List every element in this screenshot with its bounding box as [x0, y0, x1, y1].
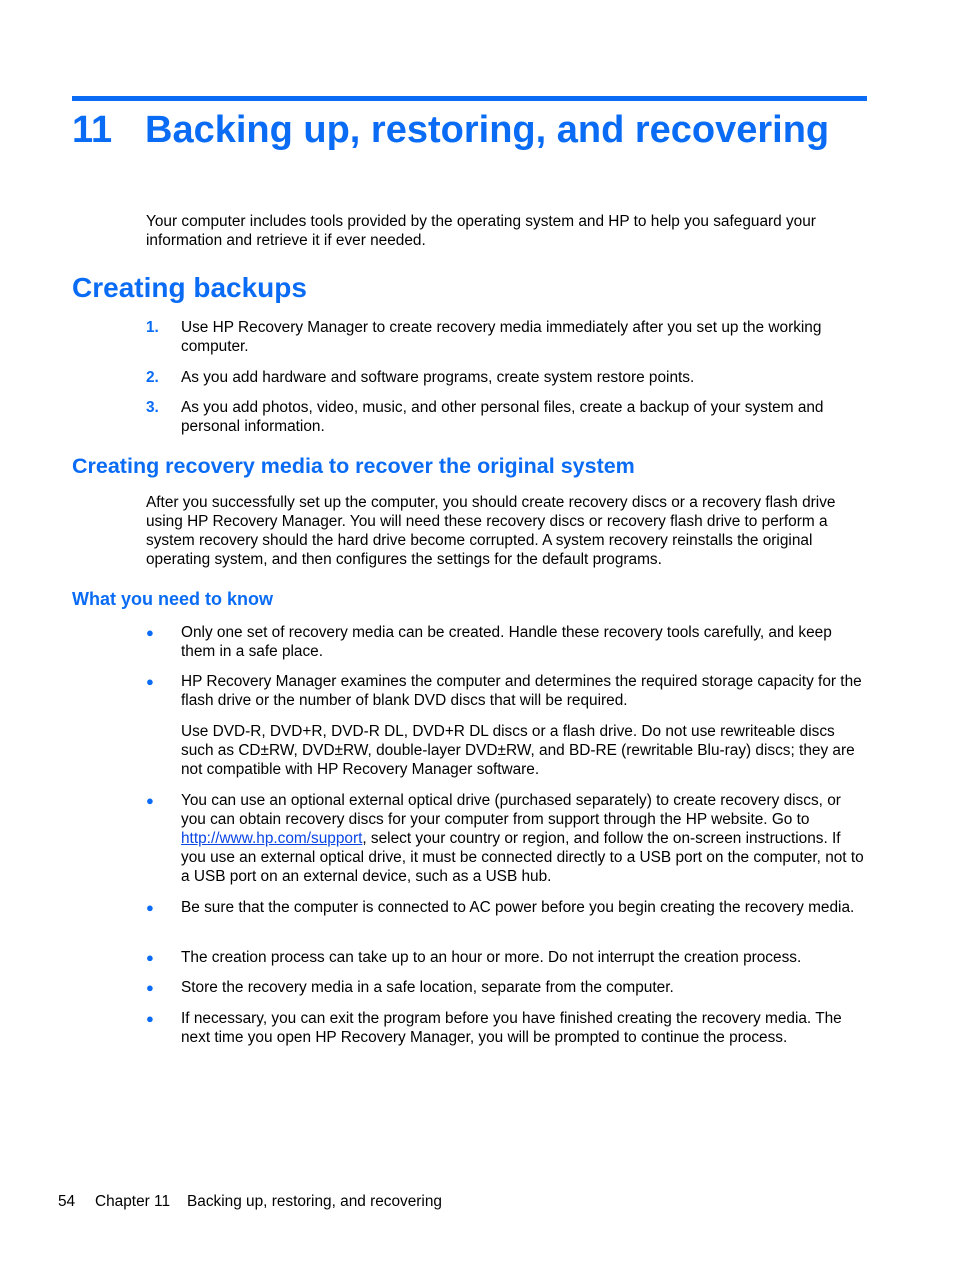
bullet-text: HP Recovery Manager examines the computer and determines the required storage capacity for the flash drive or the number of blank DVD discs that will be required.: [181, 673, 862, 709]
bullet-text: If necessary, you can exit the program before you have finished creating the recovery media. The next time you open HP Recovery Manager, you will be prompted to continue the process.: [181, 1010, 842, 1046]
chapter-number: 11: [72, 109, 113, 151]
bullet-icon: ●: [146, 1011, 154, 1026]
bullet-icon: ●: [146, 980, 154, 995]
bullet-item-5: [146, 978, 868, 997]
step-number: 3.: [146, 399, 159, 416]
optical-text-after: , select your country or region, and follow the on-screen instructions. If you use an external optical drive, it must be connected directly to a USB port on the computer, not to a USB port on an external device, such as a USB hub.: [181, 830, 864, 885]
bullet-item-2: [146, 672, 868, 710]
step-text: As you add photos, video, music, and other personal files, create a backup of your system and personal information.: [181, 399, 824, 435]
bullet-item-3: [146, 898, 868, 917]
footer-chapter-title: Backing up, restoring, and recovering: [187, 1193, 442, 1210]
bullet-icon: ●: [146, 674, 154, 689]
step-item-2: [146, 368, 868, 387]
dvd-note: [146, 722, 868, 779]
recovery-media-heading: Creating recovery media to recover the original system: [72, 454, 635, 478]
step-text: As you add hardware and software programs, create system restore points.: [181, 369, 695, 386]
chapter-rule: [72, 96, 867, 101]
step-item-1: [146, 318, 868, 356]
hp-support-link[interactable]: http://www.hp.com/support: [181, 830, 363, 847]
step-text: Use HP Recovery Manager to create recovery media immediately after you set up the working computer.: [181, 319, 822, 355]
bullet-text: Be sure that the computer is connected to AC power before you begin creating the recovery media.: [181, 899, 855, 916]
bullet-item-1: [146, 623, 868, 661]
bullet-icon: ●: [146, 900, 154, 915]
optical-drive-text: [181, 791, 868, 886]
step-number: 1.: [146, 319, 159, 336]
bullet-text: Only one set of recovery media can be created. Handle these recovery tools carefully, and keep them in a safe place.: [181, 624, 832, 660]
footer-chapter-label: Chapter 11: [95, 1193, 171, 1210]
bullet-icon: ●: [146, 793, 154, 808]
intro-paragraph: Your computer includes tools provided by the operating system and HP to help you safeguard your information and retrieve it if ever needed.: [146, 213, 816, 249]
chapter-title-text: Backing up, restoring, and recovering: [145, 109, 830, 151]
need-to-know-heading: What you need to know: [72, 589, 273, 609]
bullet-text: The creation process can take up to an hour or more. Do not interrupt the creation process.: [181, 949, 802, 966]
page-footer: [58, 1192, 442, 1211]
recovery-media-paragraph: After you successfully set up the computer, you should create recovery discs or a recovery flash drive using HP Recovery Manager. You will need these recovery discs or recovery flash drive to perform a system recovery should the hard drive become corrupted. A system recovery reinstalls the original operating system, and then configures the settings for the default programs.: [146, 494, 836, 568]
step-number: 2.: [146, 369, 159, 386]
page-number: 54: [58, 1193, 76, 1210]
dvd-note-text: Use DVD-R, DVD+R, DVD-R DL, DVD+R DL discs or a flash drive. Do not use rewriteable discs such as CD±RW, DVD±RW, double-layer DVD±RW, and BD-RE (rewritable Blu-ray) discs; they are not compatible with HP Recovery Manager software.: [181, 723, 855, 778]
bullet-icon: ●: [146, 950, 154, 965]
bullet-icon: ●: [146, 625, 154, 640]
bullet-item-optical: [146, 791, 868, 886]
chapter-title: [72, 106, 829, 154]
bullet-item-6: [146, 1009, 868, 1047]
bullet-text: Store the recovery media in a safe location, separate from the computer.: [181, 979, 674, 996]
bullet-item-4: [146, 948, 868, 967]
step-item-3: [146, 398, 868, 436]
optical-text-before: You can use an optional external optical drive (purchased separately) to create recovery discs, or you can obtain recovery discs for your computer from support through the HP website. Go to: [181, 792, 841, 828]
creating-backups-heading: Creating backups: [72, 272, 307, 303]
